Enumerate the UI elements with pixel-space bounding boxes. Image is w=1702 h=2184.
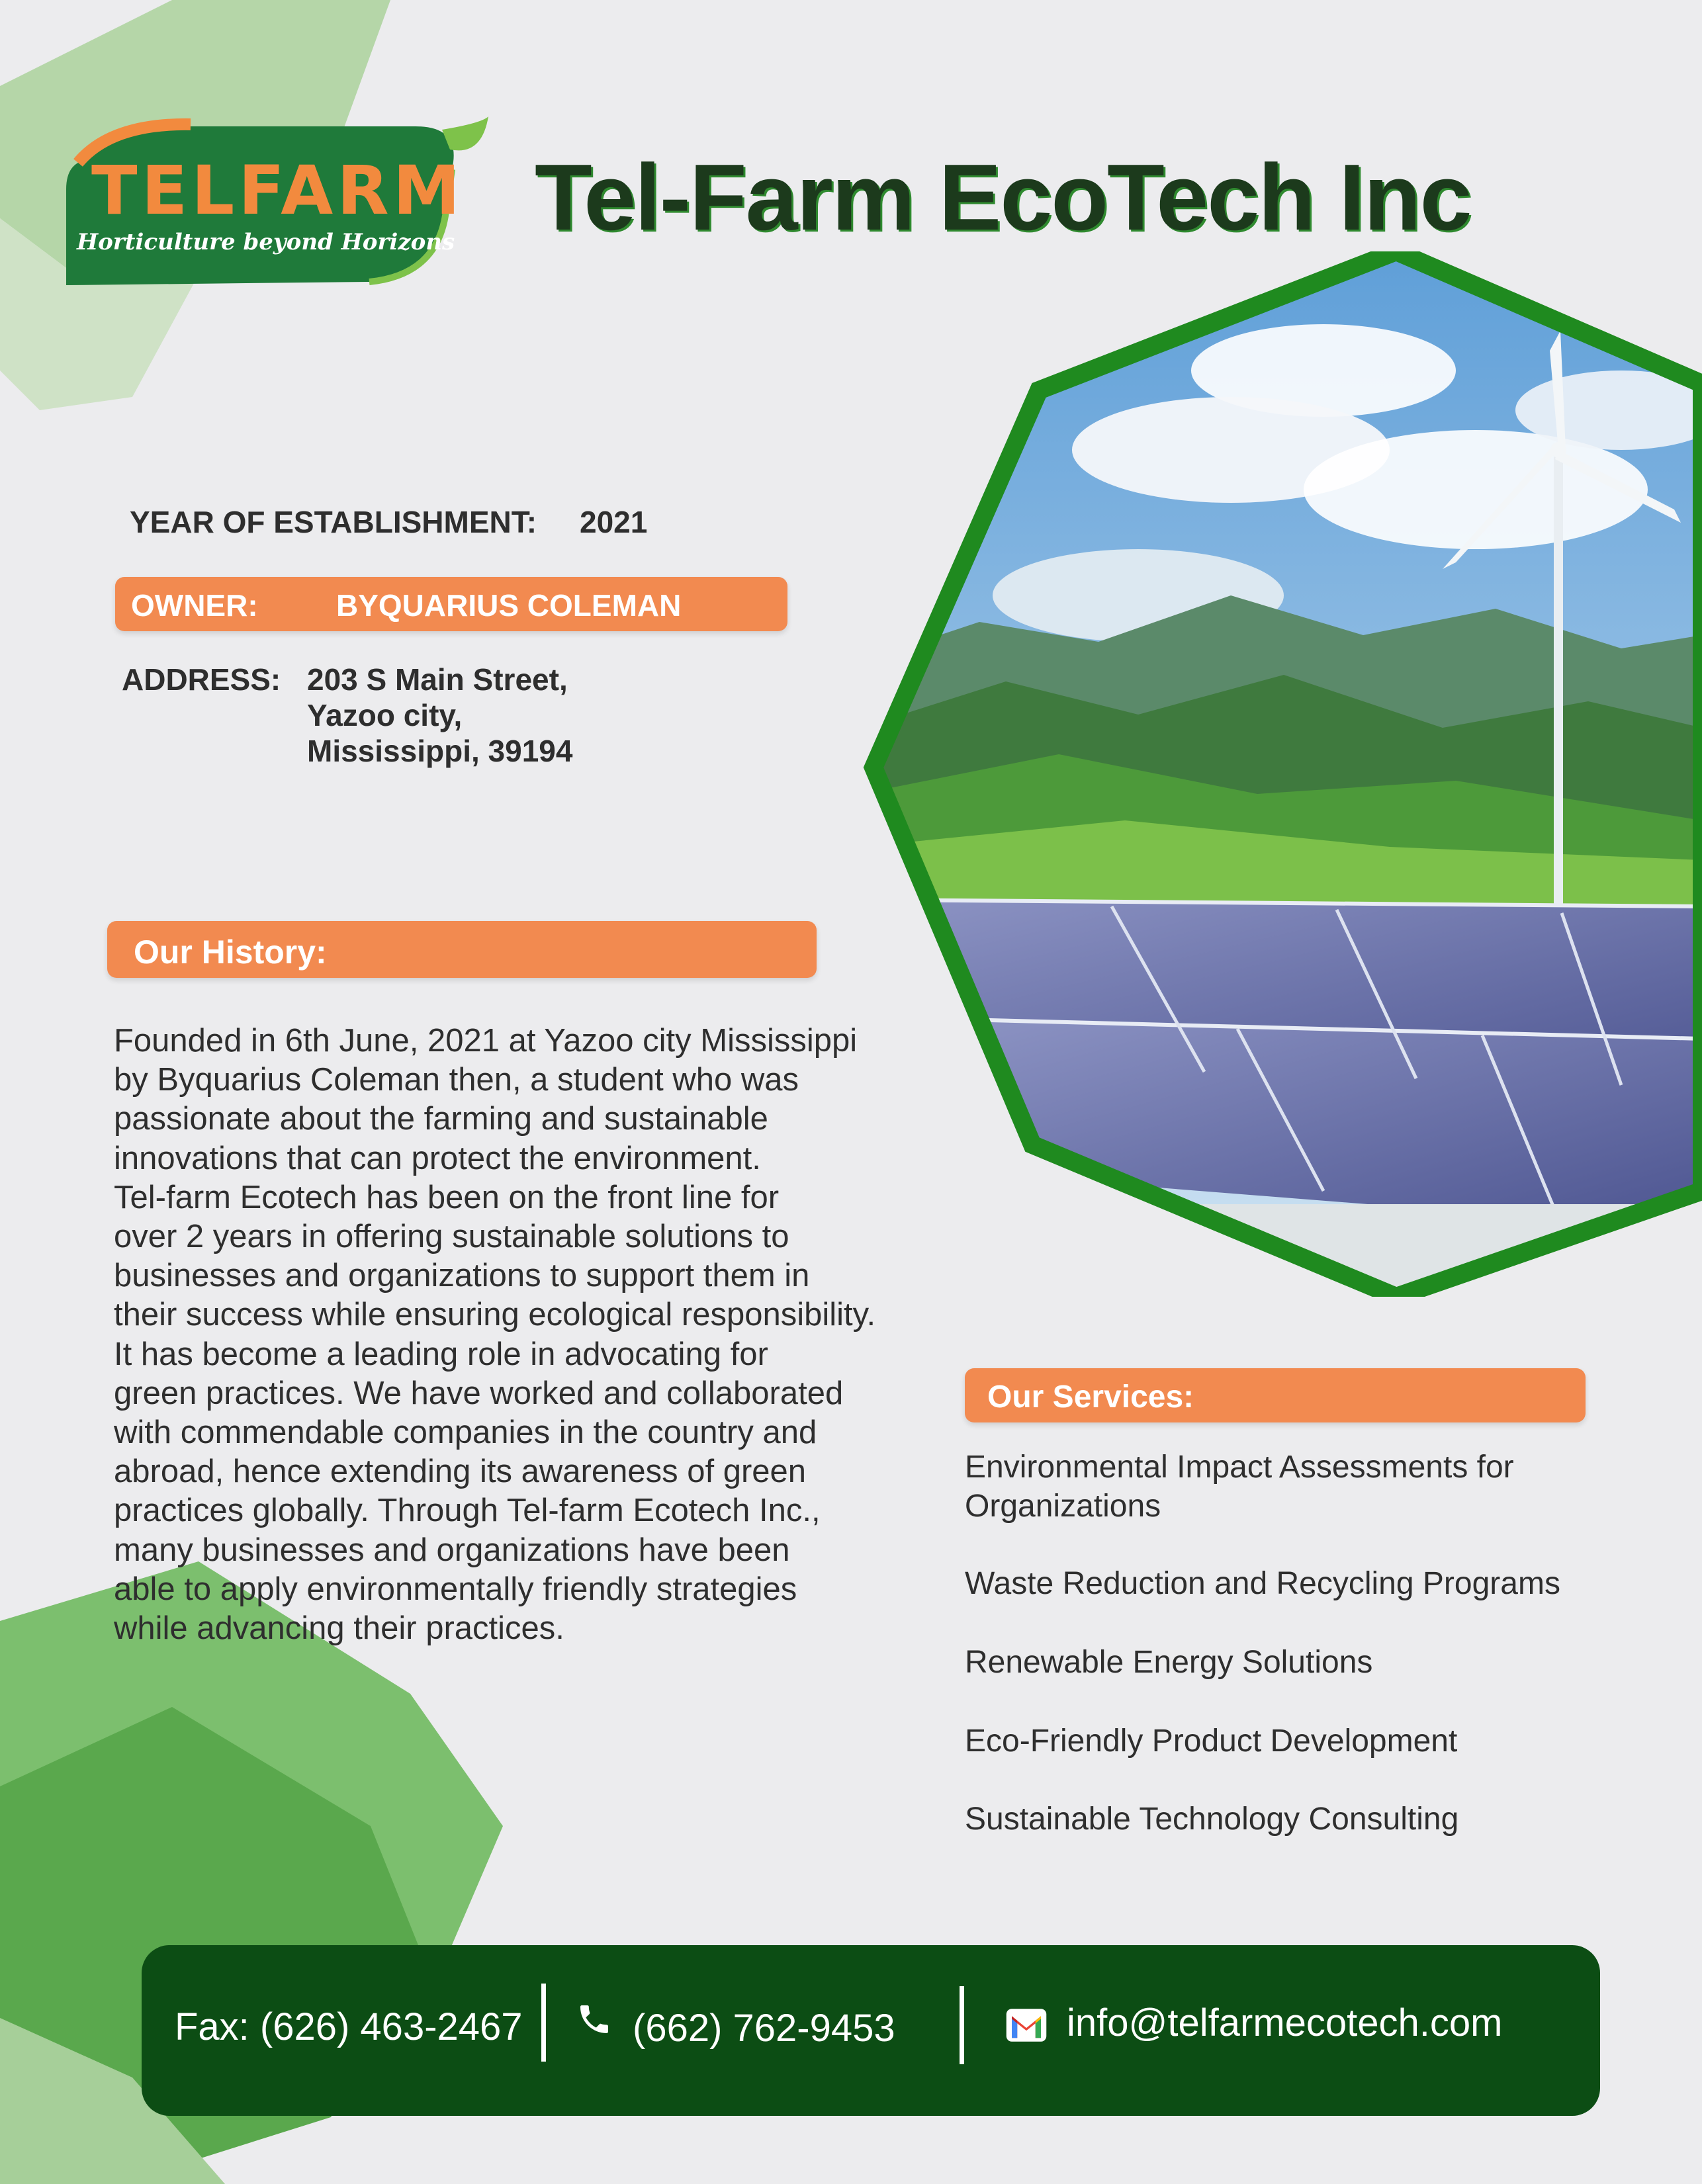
- owner-label: OWNER:: [131, 588, 258, 623]
- address-line: 203 S Main Street,: [307, 662, 568, 697]
- history-line: by Byquarius Coleman then, a student who was: [114, 1062, 799, 1098]
- service-item: [965, 1800, 1458, 1839]
- history-line: It has become a leading role in advocating for: [114, 1336, 768, 1372]
- owner-value: BYQUARIUS COLEMAN: [336, 588, 682, 623]
- service-item-line: Waste Reduction and Recycling Programs: [965, 1566, 1560, 1601]
- service-item: [965, 1448, 1514, 1526]
- address-line: Mississippi, 39194: [307, 734, 573, 768]
- service-item-line: Environmental Impact Assessments for: [965, 1450, 1514, 1485]
- phone-icon: [576, 2001, 613, 2038]
- company-title: Tel-Farm EcoTech Inc: [535, 145, 1471, 250]
- history-line: practices globally. Through Tel-farm Ecotech Inc.,: [114, 1493, 821, 1529]
- year-label: YEAR OF ESTABLISHMENT:: [130, 505, 537, 539]
- history-line: green practices. We have worked and collaborated: [114, 1375, 844, 1411]
- history-line: able to apply environmentally friendly strategies: [114, 1571, 797, 1607]
- history-line: many businesses and organizations have been: [114, 1532, 790, 1568]
- contact-footer: [142, 1945, 1600, 2116]
- address-line: Yazoo city,: [307, 698, 463, 732]
- service-item: [965, 1722, 1457, 1761]
- history-line: while advancing their practices.: [114, 1610, 564, 1647]
- service-item: [965, 1564, 1560, 1603]
- service-item-line: Organizations: [965, 1489, 1161, 1524]
- service-item-line: Eco-Friendly Product Development: [965, 1724, 1458, 1759]
- history-line: Founded in 6th June, 2021 at Yazoo city Mississippi: [114, 1023, 858, 1059]
- history-line: innovations that can protect the environment.: [114, 1140, 761, 1176]
- address-label: ADDRESS:: [122, 662, 281, 697]
- history-line: abroad, hence extending its awareness of green: [114, 1454, 807, 1490]
- service-item: [965, 1643, 1372, 1682]
- history-title: Our History:: [134, 934, 327, 971]
- services-title: Our Services:: [987, 1379, 1194, 1415]
- logo-tagline: Horticulture beyond Horizons: [77, 229, 455, 255]
- services-banner: [965, 1368, 1586, 1422]
- renewable-energy-photo: [860, 251, 1702, 1297]
- gmail-icon: [1005, 2003, 1048, 2047]
- owner-banner: [115, 577, 787, 631]
- history-banner: [107, 921, 817, 978]
- fax-number: Fax: (626) 463-2467: [175, 2005, 523, 2048]
- history-paragraph: [114, 1022, 961, 1648]
- year-value: 2021: [580, 505, 648, 539]
- email-link[interactable]: info@telfarmecotech.com: [1067, 2001, 1503, 2044]
- footer-divider: [541, 1984, 546, 2062]
- history-line: over 2 years in offering sustainable solutions to: [114, 1219, 789, 1255]
- history-line: their success while ensuring ecological responsibility.: [114, 1297, 876, 1333]
- footer-divider: [960, 1986, 964, 2064]
- service-item-line: Renewable Energy Solutions: [965, 1645, 1373, 1680]
- history-line: Tel-farm Ecotech has been on the front line for: [114, 1179, 780, 1215]
- history-line: businesses and organizations to support them in: [114, 1258, 810, 1294]
- logo-wordmark: TELFARM: [91, 152, 465, 230]
- history-line: with commendable companies in the country and: [114, 1415, 817, 1451]
- history-line: passionate about the farming and sustainable: [114, 1101, 768, 1137]
- phone-number-link[interactable]: (662) 762-9453: [633, 2007, 895, 2050]
- service-item-line: Sustainable Technology Consulting: [965, 1802, 1459, 1837]
- address-block: [307, 662, 572, 769]
